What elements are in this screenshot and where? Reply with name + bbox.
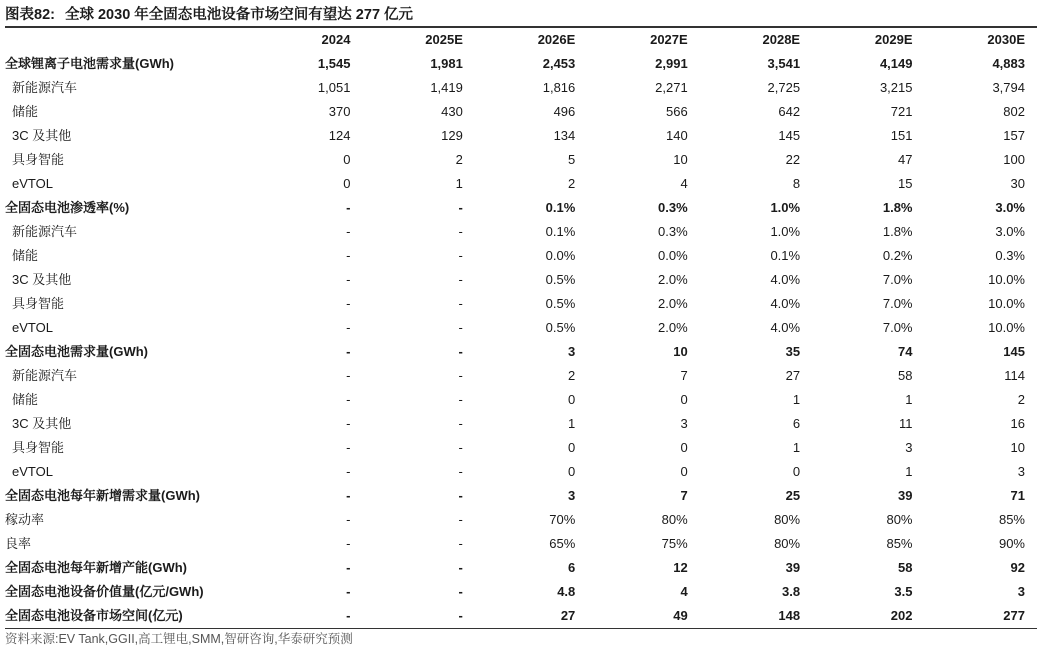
table-cell: 4.0%	[770, 272, 801, 287]
table-row	[5, 100, 1037, 124]
table-cell: -	[362, 604, 474, 629]
table-cell: -	[346, 464, 351, 479]
table-cell: 3	[1017, 464, 1025, 479]
table-row	[5, 52, 1037, 76]
table-cell: 0.0%	[545, 248, 576, 263]
table-cell: 85%	[886, 536, 913, 551]
table-row	[5, 412, 1037, 436]
table-cell: -	[458, 464, 463, 479]
table-cell: 134	[553, 128, 576, 143]
figure-label: 图表82:	[5, 7, 55, 23]
column-header: 2030E	[987, 32, 1025, 47]
data-table	[5, 28, 1037, 629]
table-cell: 16	[1010, 416, 1025, 431]
row-label: 储能	[12, 248, 39, 263]
table-cell: 129	[441, 128, 463, 143]
table-cell: 3.0%	[995, 200, 1025, 215]
table-cell: 2.0%	[658, 296, 688, 311]
table-cell: 7.0%	[882, 296, 913, 311]
table-cell: 74	[898, 344, 913, 359]
table-cell: 0.0%	[658, 248, 688, 263]
row-label: 新能源汽车	[12, 80, 78, 95]
row-label: 全固态电池需求量(GWh)	[5, 344, 148, 359]
table-cell: 75%	[661, 536, 688, 551]
table-cell: 0	[680, 464, 688, 479]
table-cell: 3	[568, 344, 576, 359]
column-header: 2028E	[762, 32, 801, 47]
table-cell: 0.5%	[545, 296, 576, 311]
column-header: 2027E	[650, 32, 688, 47]
table-row	[5, 556, 1037, 580]
table-cell: -	[346, 320, 351, 335]
table-cell: 85%	[998, 512, 1025, 527]
table-cell: 1.8%	[882, 224, 913, 239]
table-cell: 0	[343, 176, 351, 191]
table-cell: 4.0%	[770, 296, 801, 311]
table-cell: 1	[792, 392, 801, 407]
table-cell: 80%	[774, 536, 801, 551]
column-header: 2026E	[537, 32, 576, 47]
table-cell: 0	[568, 440, 576, 455]
table-cell: -	[458, 320, 463, 335]
table-cell: 2,453	[542, 56, 576, 71]
table-cell: -	[346, 416, 351, 431]
row-label: 3C 及其他	[12, 128, 72, 143]
table-cell: 0.2%	[882, 248, 913, 263]
table-cell: 4.0%	[770, 320, 801, 335]
table-cell: 3	[680, 416, 688, 431]
table-cell: 1	[905, 392, 913, 407]
table-cell: 566	[665, 104, 688, 119]
table-cell: -	[458, 392, 463, 407]
table-row	[5, 460, 1037, 484]
table-cell: 92	[1010, 560, 1025, 575]
table-cell: 7.0%	[882, 320, 913, 335]
table-cell: 1,816	[542, 80, 576, 95]
table-row	[5, 388, 1037, 412]
table-cell: 4.8	[557, 584, 576, 599]
table-cell: 12	[673, 560, 688, 575]
table-cell: 277	[925, 604, 1038, 629]
table-cell: 6	[792, 416, 801, 431]
column-header: 2024	[321, 32, 351, 47]
table-cell: -	[458, 488, 463, 503]
table-cell: 148	[700, 604, 812, 629]
table-row	[5, 172, 1037, 196]
row-label: 具身智能	[12, 440, 65, 455]
table-cell: 202	[812, 604, 924, 629]
table-cell: 7	[680, 488, 688, 503]
table-cell: -	[458, 248, 463, 263]
table-cell: 15	[898, 176, 913, 191]
table-cell: 10.0%	[988, 272, 1025, 287]
table-cell: 100	[1003, 152, 1025, 167]
row-label: 全球锂离子电池需求量(GWh)	[5, 56, 174, 71]
table-cell: -	[346, 560, 351, 575]
table-cell: 2	[1017, 392, 1025, 407]
table-cell: 4,883	[992, 56, 1025, 71]
table-cell: 90%	[998, 536, 1025, 551]
table-cell: 0	[568, 464, 576, 479]
table-cell: 39	[898, 488, 913, 503]
table-cell: 27	[475, 604, 587, 629]
table-cell: 7.0%	[882, 272, 913, 287]
table-cell: -	[458, 584, 463, 599]
row-label: 新能源汽车	[12, 368, 78, 383]
table-cell: 3.0%	[995, 224, 1025, 239]
table-row	[5, 604, 1037, 629]
table-cell: 0.3%	[658, 200, 688, 215]
table-cell: 3,794	[992, 80, 1025, 95]
table-cell: 58	[898, 368, 913, 383]
table-cell: -	[346, 512, 351, 527]
table-cell: -	[458, 440, 463, 455]
table-row	[5, 316, 1037, 340]
table-row	[5, 148, 1037, 172]
table-cell: 4,149	[879, 56, 913, 71]
table-row	[5, 220, 1037, 244]
table-row	[5, 364, 1037, 388]
row-label: 储能	[12, 392, 39, 407]
table-cell: 1	[792, 440, 801, 455]
table-cell: 27	[785, 368, 801, 383]
table-cell: 2	[455, 152, 463, 167]
table-cell: -	[458, 200, 463, 215]
table-cell: 10.0%	[988, 296, 1025, 311]
row-label: 良率	[5, 536, 32, 551]
row-label: 3C 及其他	[12, 272, 72, 287]
table-cell: 0	[680, 440, 688, 455]
table-cell: 70%	[549, 512, 576, 527]
table-cell: 2.0%	[658, 272, 688, 287]
table-cell: -	[346, 272, 351, 287]
table-cell: -	[346, 368, 351, 383]
table-cell: 0.5%	[545, 272, 576, 287]
table-row	[5, 484, 1037, 508]
table-cell: 3	[568, 488, 576, 503]
table-cell: 4	[680, 584, 688, 599]
table-cell: 114	[1004, 368, 1025, 383]
table-cell: -	[458, 224, 463, 239]
table-cell: 430	[441, 104, 463, 119]
table-cell: 6	[568, 560, 576, 575]
table-cell: 0.5%	[545, 320, 576, 335]
table-cell: -	[346, 224, 351, 239]
table-cell: -	[346, 200, 351, 215]
table-cell: 1,545	[317, 56, 351, 71]
table-cell: 0	[343, 152, 351, 167]
row-label: 全固态电池设备市场空间(亿元)	[5, 604, 250, 629]
table-cell: 1.0%	[770, 224, 801, 239]
table-cell: 3.5	[894, 584, 913, 599]
source-note: 资料来源:EV Tank,GGII,高工锂电,SMM,智研咨询,华泰研究预测	[5, 632, 353, 646]
table-cell: -	[458, 272, 463, 287]
table-cell: 7	[680, 368, 688, 383]
row-label: 3C 及其他	[12, 416, 72, 431]
table-cell: 49	[587, 604, 699, 629]
table-cell: -	[458, 344, 463, 359]
row-label: 全固态电池每年新增产能(GWh)	[5, 560, 187, 575]
table-row	[5, 340, 1037, 364]
table-cell: 10	[673, 152, 688, 167]
header-cell-label	[5, 28, 250, 52]
column-header: 2029E	[874, 32, 913, 47]
table-cell: 2,725	[767, 80, 801, 95]
column-header: 2025E	[425, 32, 463, 47]
table-cell: -	[346, 536, 351, 551]
table-cell: 8	[792, 176, 801, 191]
table-cell: 802	[1003, 104, 1025, 119]
table-cell: 65%	[549, 536, 576, 551]
table-row	[5, 76, 1037, 100]
table-cell: 145	[1003, 344, 1025, 359]
table-cell: 25	[785, 488, 801, 503]
table-cell: 2,271	[655, 80, 688, 95]
row-label: 具身智能	[12, 296, 65, 311]
table-cell: 157	[1003, 128, 1025, 143]
table-cell: 140	[665, 128, 688, 143]
table-cell: 39	[785, 560, 801, 575]
table-cell: 1.8%	[882, 200, 913, 215]
table-cell: 0.1%	[545, 200, 576, 215]
row-label: 全固态电池渗透率(%)	[5, 200, 130, 215]
table-cell: 35	[785, 344, 801, 359]
table-cell: 10	[1010, 440, 1025, 455]
table-cell: -	[250, 604, 362, 629]
table-cell: 0	[680, 392, 688, 407]
table-cell: 80%	[886, 512, 913, 527]
table-cell: 2.0%	[658, 320, 688, 335]
table-cell: 3,215	[879, 80, 913, 95]
table-cell: 1	[455, 176, 463, 191]
row-label: eVTOL	[12, 176, 53, 191]
table-row	[5, 532, 1037, 556]
table-cell: 80%	[661, 512, 688, 527]
table-cell: -	[346, 392, 351, 407]
table-row	[5, 124, 1037, 148]
table-cell: 30	[1010, 176, 1025, 191]
row-label: 新能源汽车	[12, 224, 78, 239]
table-cell: -	[458, 416, 463, 431]
header-row	[5, 28, 1037, 52]
table-cell: 145	[778, 128, 801, 143]
table-cell: -	[458, 368, 463, 383]
figure-title	[5, 4, 1037, 26]
table-cell: -	[346, 296, 351, 311]
row-label: 全固态电池设备价值量(亿元/GWh)	[5, 584, 204, 599]
table-cell: 4	[680, 176, 688, 191]
row-label: eVTOL	[12, 464, 53, 479]
table-cell: 0.1%	[545, 224, 576, 239]
table-cell: 496	[553, 104, 576, 119]
table-cell: 3	[905, 440, 913, 455]
table-cell: 1,051	[317, 80, 351, 95]
table-cell: 3.8	[782, 584, 801, 599]
table-cell: -	[458, 560, 463, 575]
table-cell: 11	[899, 416, 913, 431]
table-cell: 1	[905, 464, 913, 479]
table-cell: 1.0%	[770, 200, 801, 215]
table-cell: 0	[568, 392, 576, 407]
table-cell: 3	[1017, 584, 1025, 599]
table-cell: 2,991	[655, 56, 688, 71]
table-body	[5, 52, 1037, 629]
table-row	[5, 196, 1037, 220]
row-label: 全固态电池每年新增需求量(GWh)	[5, 488, 200, 503]
table-cell: 71	[1010, 488, 1025, 503]
table-cell: 10	[673, 344, 688, 359]
row-label: 具身智能	[12, 152, 65, 167]
table-row	[5, 508, 1037, 532]
table-cell: 0	[792, 464, 801, 479]
table-row	[5, 580, 1037, 604]
table-cell: 3,541	[767, 56, 801, 71]
row-label: 稼动率	[5, 512, 45, 527]
table-cell: -	[458, 296, 463, 311]
table-cell: -	[346, 584, 351, 599]
table-cell: 1,419	[430, 80, 463, 95]
table-cell: 124	[328, 128, 351, 143]
table-cell: 0.1%	[770, 248, 801, 263]
table-cell: -	[346, 440, 351, 455]
table-cell: -	[458, 512, 463, 527]
table-cell: 370	[328, 104, 351, 119]
table-row	[5, 436, 1037, 460]
table-cell: -	[346, 488, 351, 503]
table-cell: 642	[778, 104, 801, 119]
table-cell: 80%	[774, 512, 801, 527]
table-row	[5, 268, 1037, 292]
table-row	[5, 244, 1037, 268]
row-label: 储能	[12, 104, 39, 119]
table-cell: 47	[898, 152, 913, 167]
table-cell: 10.0%	[988, 320, 1025, 335]
table-row	[5, 292, 1037, 316]
table-cell: -	[346, 248, 351, 263]
table-cell: 5	[568, 152, 576, 167]
table-cell: 58	[898, 560, 913, 575]
table-cell: -	[346, 344, 351, 359]
table-cell: 151	[890, 128, 913, 143]
table-cell: 22	[785, 152, 801, 167]
table-cell: 721	[890, 104, 913, 119]
figure-title-text: 全球 2030 年全固态电池设备市场空间有望达 277 亿元	[64, 7, 414, 23]
table-cell: 2	[568, 176, 576, 191]
table-cell: -	[458, 536, 463, 551]
table-cell: 2	[568, 368, 576, 383]
table-cell: 0.3%	[658, 224, 688, 239]
table-cell: 1,981	[430, 56, 463, 71]
row-label: eVTOL	[12, 320, 53, 335]
table-cell: 1	[568, 416, 576, 431]
table-cell: 0.3%	[995, 248, 1025, 263]
